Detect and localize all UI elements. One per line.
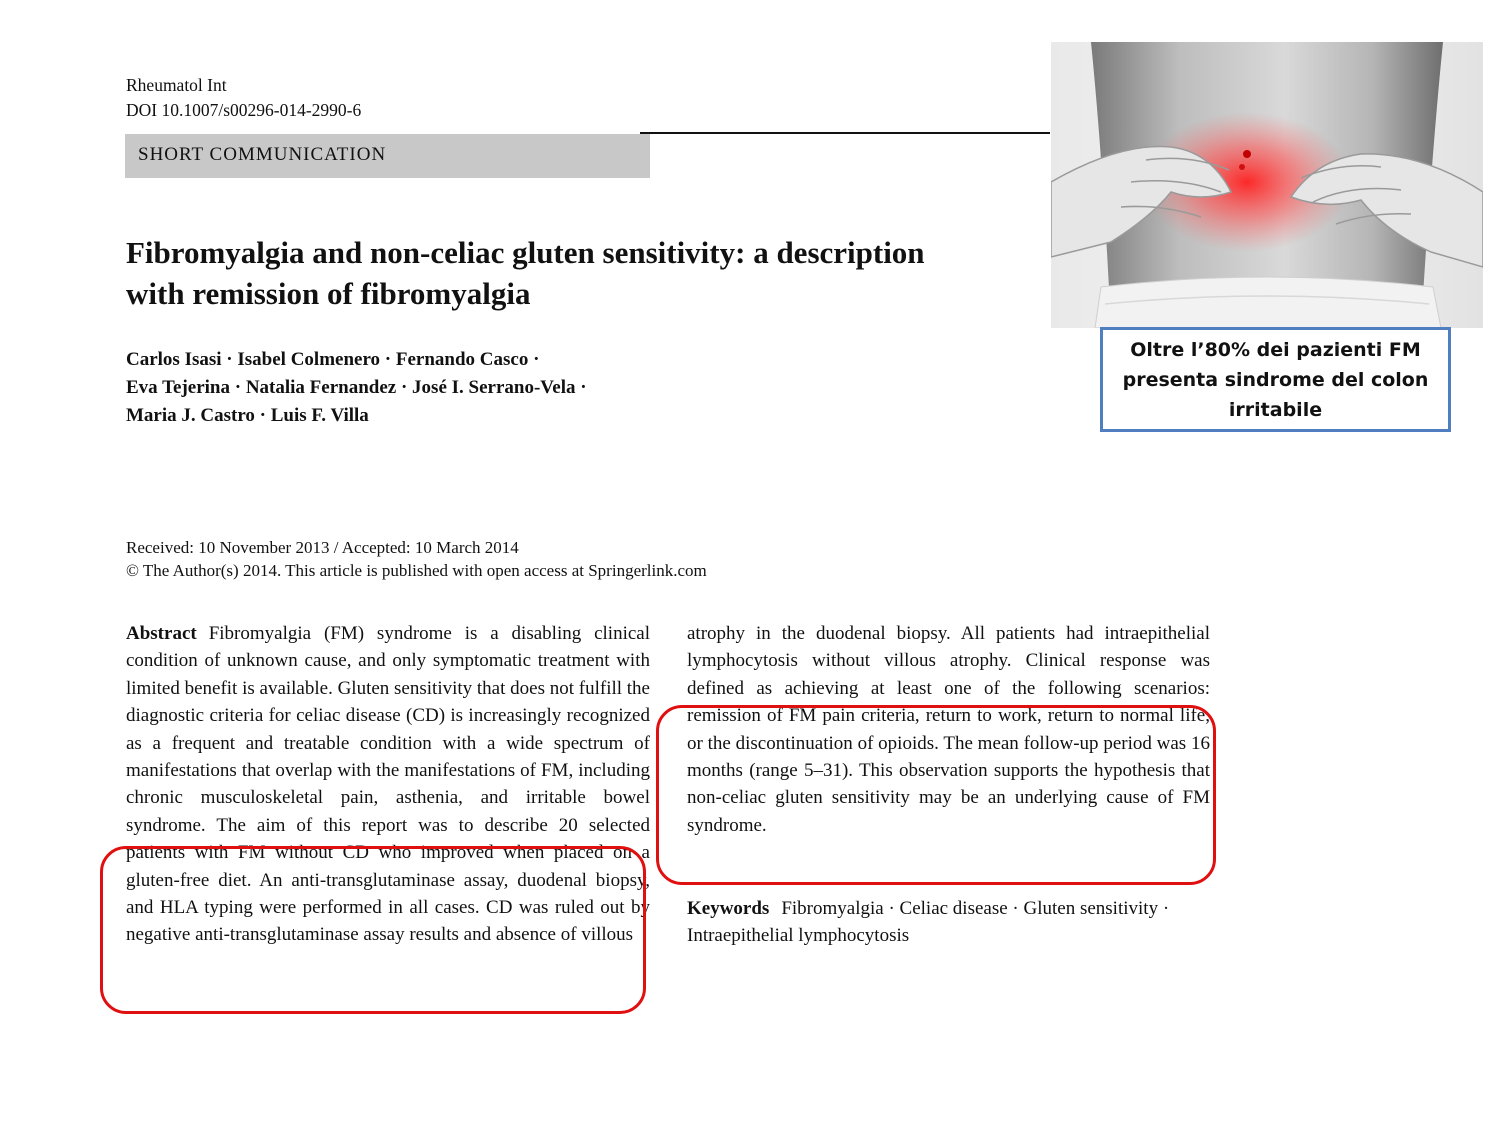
journal-name: Rheumatol Int	[126, 75, 227, 95]
callout-box	[1100, 327, 1451, 432]
abdomen-illustration	[1051, 42, 1483, 328]
dates-block	[126, 536, 707, 582]
keywords-label: Keywords	[687, 898, 770, 919]
doi: DOI 10.1007/s00296-014-2990-6	[126, 100, 362, 120]
section-bar	[125, 134, 650, 178]
keywords-text: Fibromyalgia · Celiac disease · Gluten sensitivity · Intraepithelial lymphocytosis	[687, 898, 1170, 947]
abstract-text-1: Fibromyalgia (FM) syndrome is a disabling clinical condition of unknown cause, and only symptomatic treatment with limited benefit is available. Gluten sensitivity that does not fulfill the diagnostic criteria for celiac disease (CD) is increasingly recognized as a frequent and treatable condition with a wide spectrum of manifestations that overlap with the manifestations of FM, including chronic musculoskeletal pain, asthenia, and irritable bowel syndrome. The aim of this report was to describe 20 selected patients with FM without CD who improved when placed on a gluten-free diet. An anti-transglutaminase assay, duodenal biopsy, and HLA typing were performed in all cases. CD was ruled out by negative anti-transglutaminase assay results and absence of villous	[126, 623, 650, 946]
authors-line-3: Maria J. Castro · Luis F. Villa	[126, 405, 369, 426]
author-list	[126, 346, 587, 430]
abdominal-pain-photo	[1051, 42, 1483, 328]
copyright: © The Author(s) 2014. This article is published with open access at Springerlink.com	[126, 561, 707, 580]
authors-line-2: Eva Tejerina · Natalia Fernandez · José I. Serrano-Vela ·	[126, 377, 587, 398]
highlight-box-right	[656, 705, 1216, 885]
callout-text: Oltre l’80% dei pazienti FM presenta sindrome del colon irritabile	[1122, 338, 1429, 421]
title-line-2: with remission of fibromyalgia	[126, 276, 531, 311]
keywords-block	[687, 895, 1210, 950]
section-label: SHORT COMMUNICATION	[138, 144, 387, 165]
authors-line-1: Carlos Isasi · Isabel Colmenero · Fernando Casco ·	[126, 349, 540, 370]
received-dates: Received: 10 November 2013 / Accepted: 10 March 2014	[126, 538, 519, 557]
abstract-text-2: atrophy in the duodenal biopsy. All patients had intraepithelial lymphocytosis without villous atrophy. Clinical response was defined as achieving at least one of the following scenarios: remission of FM pain criteria, return to work, return to normal life, or the discontinuation of opioids. The mean follow-up period was 16 months (range 5–31). This observation supports the hypothesis that non-celiac gluten sensitivity may be an underlying cause of FM syndrome.	[687, 623, 1210, 836]
header-rule	[640, 132, 1050, 134]
article-title	[126, 232, 1056, 314]
highlight-box-left	[100, 846, 646, 1014]
journal-header	[126, 73, 361, 123]
title-line-1: Fibromyalgia and non-celiac gluten sensitivity: a description	[126, 235, 925, 270]
abstract-label: Abstract	[126, 623, 197, 644]
